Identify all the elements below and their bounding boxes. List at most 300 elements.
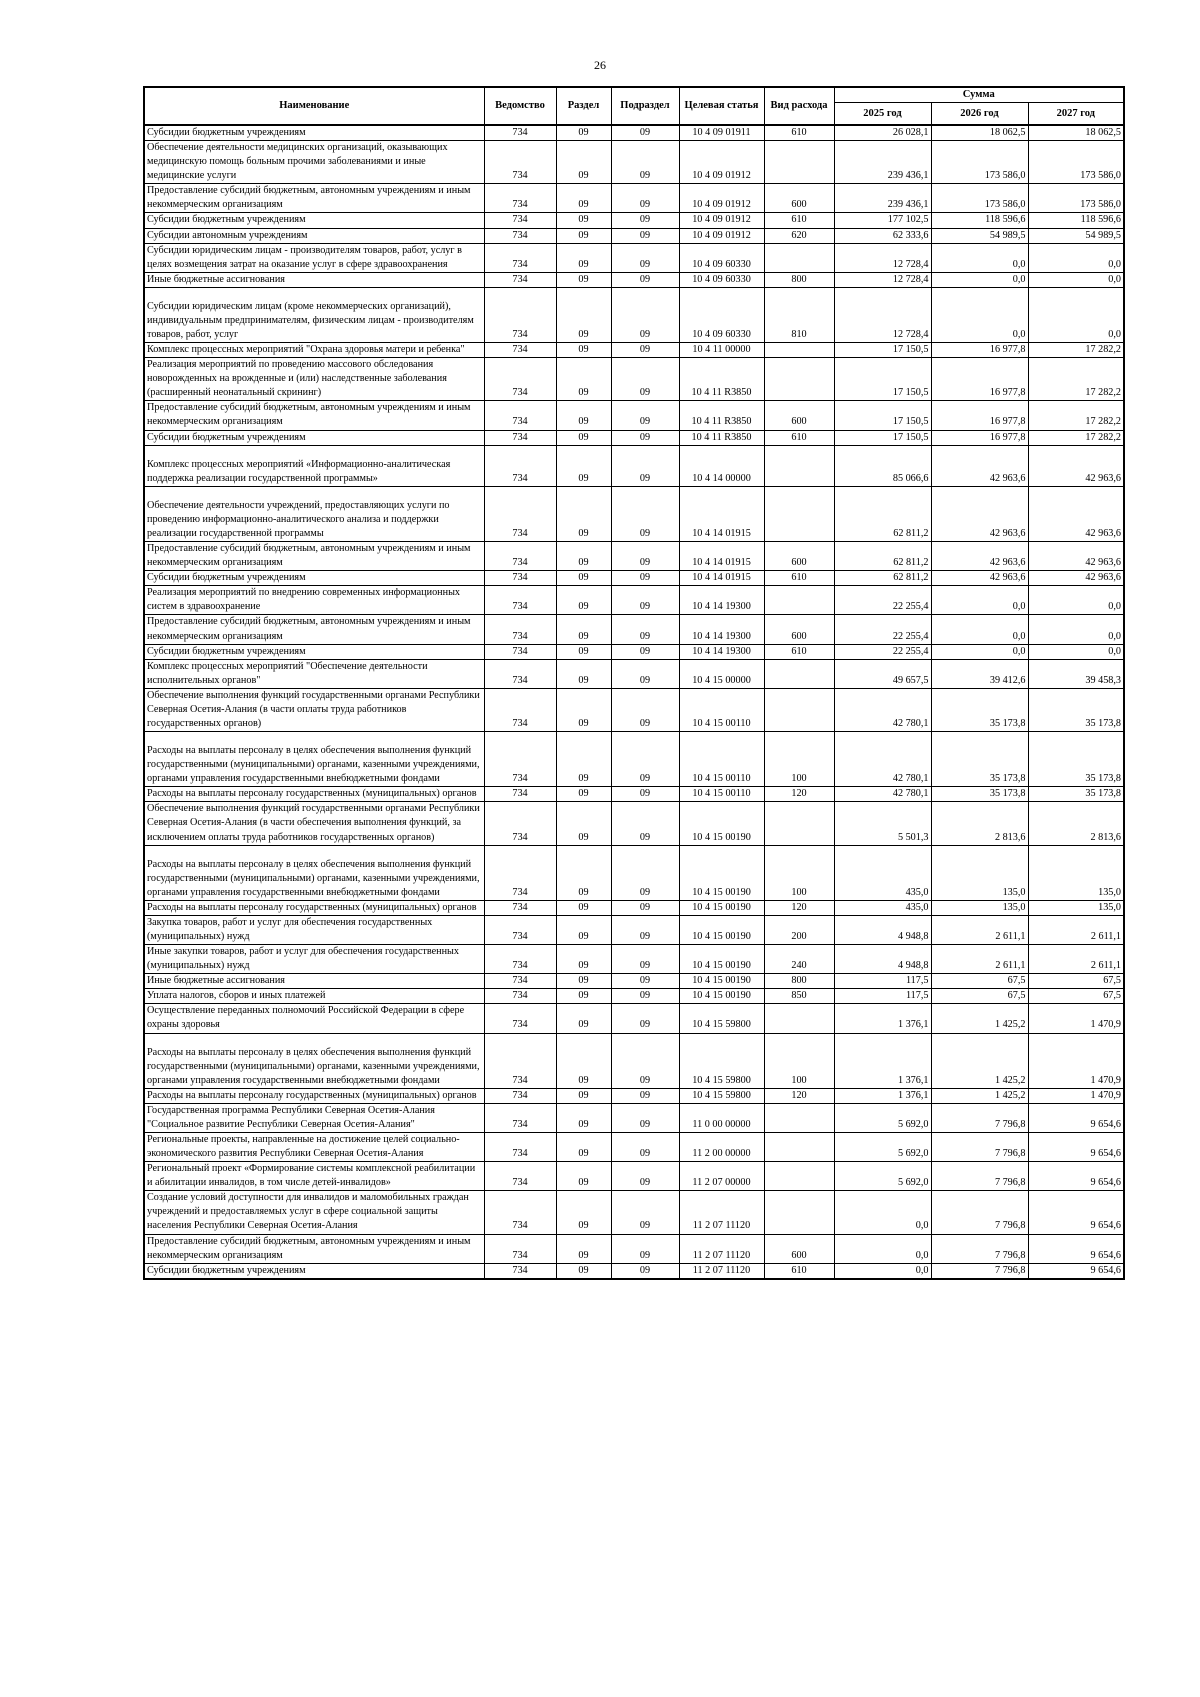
cell-name: Расходы на выплаты персоналу в целях обеспечения выполнения функций государственными (муниципальными) органами, казенными учреждениями, органами управления государственными внебюджетными фондами — [144, 1033, 484, 1088]
cell-sum-2025: 177 102,5 — [834, 213, 931, 228]
cell-sum-2025: 1 376,1 — [834, 1004, 931, 1033]
cell-article: 10 4 11 R3850 — [679, 430, 764, 445]
cell-sum-2025: 5 692,0 — [834, 1103, 931, 1132]
cell-dept: 734 — [484, 542, 556, 571]
cell-sum-2027: 0,0 — [1028, 272, 1124, 287]
cell-sum-2027: 0,0 — [1028, 586, 1124, 615]
cell-sum-2027: 17 282,2 — [1028, 358, 1124, 401]
table-row — [144, 586, 1124, 615]
cell-sum-2025: 5 692,0 — [834, 1162, 931, 1191]
cell-sum-2027: 39 458,3 — [1028, 659, 1124, 688]
cell-sum-2026: 0,0 — [931, 644, 1028, 659]
cell-sum-2025: 17 150,5 — [834, 401, 931, 430]
cell-dept: 734 — [484, 430, 556, 445]
table-row — [144, 184, 1124, 213]
cell-sum-2027: 17 282,2 — [1028, 401, 1124, 430]
cell-article: 10 4 09 60330 — [679, 243, 764, 272]
cell-sum-2026: 0,0 — [931, 615, 1028, 644]
cell-sum-2027: 0,0 — [1028, 644, 1124, 659]
cell-subsection: 09 — [611, 430, 679, 445]
cell-subsection: 09 — [611, 571, 679, 586]
cell-sum-2025: 1 376,1 — [834, 1088, 931, 1103]
cell-dept: 734 — [484, 845, 556, 900]
cell-section: 09 — [556, 1133, 611, 1162]
cell-sum-2027: 135,0 — [1028, 845, 1124, 900]
cell-subsection: 09 — [611, 1263, 679, 1279]
cell-article: 11 2 07 11120 — [679, 1263, 764, 1279]
cell-sum-2025: 42 780,1 — [834, 732, 931, 787]
cell-name: Обеспечение деятельности медицинских организаций, оказывающих медицинскую помощь больным прочими заболеваниями и иные медицинские услуги — [144, 141, 484, 184]
cell-sum-2027: 42 963,6 — [1028, 445, 1124, 486]
cell-dept: 734 — [484, 1263, 556, 1279]
cell-expense-type — [764, 1133, 834, 1162]
cell-dept: 734 — [484, 802, 556, 845]
cell-name: Обеспечение деятельности учреждений, предоставляющих услуги по проведению информационно-аналитического анализа и поддержки реализации государственной программы — [144, 486, 484, 541]
cell-expense-type: 600 — [764, 1234, 834, 1263]
cell-name: Осуществление переданных полномочий Российской Федерации в сфере охраны здоровья — [144, 1004, 484, 1033]
cell-section: 09 — [556, 1103, 611, 1132]
cell-article: 10 4 15 00190 — [679, 900, 764, 915]
cell-name: Реализация мероприятий по внедрению современных информационных систем в здравоохранение — [144, 586, 484, 615]
cell-expense-type: 610 — [764, 644, 834, 659]
cell-name: Закупка товаров, работ и услуг для обеспечения государственных (муниципальных) нужд — [144, 915, 484, 944]
cell-sum-2025: 12 728,4 — [834, 287, 931, 342]
cell-expense-type: 120 — [764, 787, 834, 802]
cell-dept: 734 — [484, 974, 556, 989]
cell-name: Комплекс процессных мероприятий "Охрана здоровья матери и ребенка" — [144, 343, 484, 358]
table-row — [144, 125, 1124, 141]
cell-sum-2026: 54 989,5 — [931, 228, 1028, 243]
cell-dept: 734 — [484, 571, 556, 586]
table-row — [144, 272, 1124, 287]
cell-sum-2027: 1 470,9 — [1028, 1088, 1124, 1103]
cell-sum-2025: 5 501,3 — [834, 802, 931, 845]
cell-name: Региональные проекты, направленные на достижение целей социально-экономического развития Республики Северная Осетия-Алания — [144, 1133, 484, 1162]
cell-sum-2027: 1 470,9 — [1028, 1033, 1124, 1088]
cell-article: 11 2 07 11120 — [679, 1191, 764, 1234]
cell-expense-type: 610 — [764, 571, 834, 586]
cell-name: Создание условий доступности для инвалидов и маломобильных граждан учреждений и предоставляемых услуг в сфере социальной защиты населения Республики Северная Осетия-Алания — [144, 1191, 484, 1234]
cell-sum-2025: 1 376,1 — [834, 1033, 931, 1088]
table-row — [144, 1191, 1124, 1234]
table-row — [144, 802, 1124, 845]
cell-article: 10 4 11 R3850 — [679, 401, 764, 430]
cell-sum-2027: 42 963,6 — [1028, 542, 1124, 571]
cell-dept: 734 — [484, 615, 556, 644]
table-row — [144, 486, 1124, 541]
cell-expense-type — [764, 688, 834, 731]
cell-sum-2027: 2 611,1 — [1028, 915, 1124, 944]
cell-section: 09 — [556, 1191, 611, 1234]
cell-sum-2027: 173 586,0 — [1028, 141, 1124, 184]
cell-sum-2025: 62 333,6 — [834, 228, 931, 243]
cell-name: Расходы на выплаты персоналу в целях обеспечения выполнения функций государственными (муниципальными) органами, казенными учреждениями, органами управления государственными внебюджетными фондами — [144, 845, 484, 900]
cell-dept: 734 — [484, 659, 556, 688]
cell-subsection: 09 — [611, 732, 679, 787]
cell-sum-2026: 1 425,2 — [931, 1004, 1028, 1033]
cell-dept: 734 — [484, 586, 556, 615]
cell-expense-type — [764, 1103, 834, 1132]
cell-sum-2027: 9 654,6 — [1028, 1191, 1124, 1234]
cell-name: Уплата налогов, сборов и иных платежей — [144, 989, 484, 1004]
table-row — [144, 688, 1124, 731]
cell-sum-2025: 117,5 — [834, 974, 931, 989]
cell-article: 10 4 15 00110 — [679, 732, 764, 787]
table-row — [144, 615, 1124, 644]
cell-sum-2026: 67,5 — [931, 974, 1028, 989]
cell-sum-2026: 16 977,8 — [931, 358, 1028, 401]
cell-sum-2027: 9 654,6 — [1028, 1162, 1124, 1191]
cell-name: Предоставление субсидий бюджетным, автономным учреждениям и иным некоммерческим организациям — [144, 401, 484, 430]
cell-dept: 734 — [484, 358, 556, 401]
table-row — [144, 430, 1124, 445]
cell-sum-2025: 239 436,1 — [834, 184, 931, 213]
cell-expense-type: 610 — [764, 213, 834, 228]
table-row — [144, 1234, 1124, 1263]
cell-dept: 734 — [484, 228, 556, 243]
cell-sum-2025: 0,0 — [834, 1234, 931, 1263]
cell-article: 10 4 15 00190 — [679, 845, 764, 900]
table-row — [144, 974, 1124, 989]
cell-section: 09 — [556, 945, 611, 974]
cell-sum-2026: 173 586,0 — [931, 141, 1028, 184]
budget-table — [143, 86, 1125, 1280]
cell-subsection: 09 — [611, 272, 679, 287]
cell-section: 09 — [556, 358, 611, 401]
cell-subsection: 09 — [611, 688, 679, 731]
cell-article: 10 4 09 01912 — [679, 141, 764, 184]
cell-sum-2026: 16 977,8 — [931, 430, 1028, 445]
table-row — [144, 659, 1124, 688]
cell-dept: 734 — [484, 1088, 556, 1103]
cell-section: 09 — [556, 644, 611, 659]
cell-dept: 734 — [484, 945, 556, 974]
cell-section: 09 — [556, 732, 611, 787]
cell-dept: 734 — [484, 644, 556, 659]
cell-section: 09 — [556, 141, 611, 184]
cell-sum-2027: 173 586,0 — [1028, 184, 1124, 213]
cell-name: Обеспечение выполнения функций государственными органами Республики Северная Осетия-Алания (в части обеспечения выполнения функций, за исключением оплаты труда работников государственных органов) — [144, 802, 484, 845]
header-sum: Сумма — [834, 87, 1124, 103]
cell-dept: 734 — [484, 915, 556, 944]
table-row — [144, 915, 1124, 944]
header-2025: 2025 год — [834, 103, 931, 126]
cell-name: Субсидии бюджетным учреждениям — [144, 571, 484, 586]
cell-section: 09 — [556, 659, 611, 688]
cell-article: 10 4 09 60330 — [679, 287, 764, 342]
cell-sum-2025: 0,0 — [834, 1263, 931, 1279]
cell-section: 09 — [556, 542, 611, 571]
cell-dept: 734 — [484, 787, 556, 802]
cell-sum-2025: 49 657,5 — [834, 659, 931, 688]
cell-section: 09 — [556, 228, 611, 243]
cell-article: 10 4 15 00190 — [679, 945, 764, 974]
cell-subsection: 09 — [611, 1103, 679, 1132]
cell-section: 09 — [556, 1263, 611, 1279]
table-row — [144, 141, 1124, 184]
cell-subsection: 09 — [611, 915, 679, 944]
cell-expense-type: 850 — [764, 989, 834, 1004]
cell-sum-2027: 42 963,6 — [1028, 486, 1124, 541]
cell-expense-type — [764, 243, 834, 272]
cell-section: 09 — [556, 287, 611, 342]
cell-sum-2026: 173 586,0 — [931, 184, 1028, 213]
header-section: Раздел — [556, 87, 611, 125]
cell-dept: 734 — [484, 900, 556, 915]
cell-sum-2025: 22 255,4 — [834, 644, 931, 659]
cell-sum-2027: 1 470,9 — [1028, 1004, 1124, 1033]
cell-section: 09 — [556, 1162, 611, 1191]
cell-article: 10 4 15 59800 — [679, 1004, 764, 1033]
cell-section: 09 — [556, 125, 611, 141]
cell-article: 10 4 14 19300 — [679, 586, 764, 615]
cell-section: 09 — [556, 974, 611, 989]
cell-section: 09 — [556, 343, 611, 358]
cell-subsection: 09 — [611, 586, 679, 615]
cell-section: 09 — [556, 586, 611, 615]
cell-dept: 734 — [484, 1191, 556, 1234]
cell-sum-2025: 62 811,2 — [834, 542, 931, 571]
cell-name: Комплекс процессных мероприятий "Обеспечение деятельности исполнительных органов" — [144, 659, 484, 688]
cell-sum-2026: 7 796,8 — [931, 1103, 1028, 1132]
cell-expense-type — [764, 659, 834, 688]
cell-subsection: 09 — [611, 845, 679, 900]
table-row — [144, 732, 1124, 787]
cell-sum-2026: 1 425,2 — [931, 1033, 1028, 1088]
cell-article: 10 4 15 00190 — [679, 989, 764, 1004]
cell-expense-type: 610 — [764, 125, 834, 141]
table-row — [144, 343, 1124, 358]
cell-expense-type: 240 — [764, 945, 834, 974]
cell-sum-2027: 0,0 — [1028, 243, 1124, 272]
cell-expense-type — [764, 586, 834, 615]
cell-expense-type — [764, 445, 834, 486]
cell-subsection: 09 — [611, 243, 679, 272]
cell-name: Предоставление субсидий бюджетным, автономным учреждениям и иным некоммерческим организациям — [144, 1234, 484, 1263]
cell-sum-2026: 0,0 — [931, 287, 1028, 342]
cell-section: 09 — [556, 1004, 611, 1033]
cell-sum-2027: 9 654,6 — [1028, 1103, 1124, 1132]
cell-sum-2025: 239 436,1 — [834, 141, 931, 184]
cell-expense-type — [764, 486, 834, 541]
table-row — [144, 845, 1124, 900]
cell-sum-2027: 67,5 — [1028, 989, 1124, 1004]
cell-sum-2026: 0,0 — [931, 243, 1028, 272]
table-row — [144, 542, 1124, 571]
cell-sum-2027: 42 963,6 — [1028, 571, 1124, 586]
cell-sum-2027: 9 654,6 — [1028, 1234, 1124, 1263]
cell-name: Субсидии бюджетным учреждениям — [144, 1263, 484, 1279]
cell-article: 10 4 14 00000 — [679, 445, 764, 486]
cell-subsection: 09 — [611, 184, 679, 213]
cell-expense-type — [764, 358, 834, 401]
cell-dept: 734 — [484, 141, 556, 184]
cell-name: Государственная программа Республики Северная Осетия-Алания "Социальное развитие Республики Северная Осетия-Алания" — [144, 1103, 484, 1132]
cell-sum-2027: 0,0 — [1028, 615, 1124, 644]
cell-name: Субсидии бюджетным учреждениям — [144, 125, 484, 141]
cell-subsection: 09 — [611, 644, 679, 659]
cell-subsection: 09 — [611, 989, 679, 1004]
cell-sum-2026: 7 796,8 — [931, 1133, 1028, 1162]
table-row — [144, 401, 1124, 430]
header-expense-type: Вид расхода — [764, 87, 834, 125]
cell-article: 10 4 14 19300 — [679, 615, 764, 644]
cell-subsection: 09 — [611, 787, 679, 802]
cell-name: Субсидии бюджетным учреждениям — [144, 213, 484, 228]
cell-sum-2026: 7 796,8 — [931, 1191, 1028, 1234]
cell-subsection: 09 — [611, 900, 679, 915]
cell-expense-type: 100 — [764, 845, 834, 900]
cell-article: 10 4 09 01911 — [679, 125, 764, 141]
cell-section: 09 — [556, 688, 611, 731]
cell-dept: 734 — [484, 989, 556, 1004]
cell-name: Реализация мероприятий по проведению массового обследования новорожденных на врожденные и (или) наследственные заболевания (расширенный неонатальный скрининг) — [144, 358, 484, 401]
cell-sum-2026: 0,0 — [931, 586, 1028, 615]
header-name: Наименование — [144, 87, 484, 125]
cell-sum-2027: 135,0 — [1028, 900, 1124, 915]
cell-sum-2026: 42 963,6 — [931, 486, 1028, 541]
cell-subsection: 09 — [611, 802, 679, 845]
cell-sum-2026: 16 977,8 — [931, 401, 1028, 430]
cell-subsection: 09 — [611, 1133, 679, 1162]
cell-expense-type — [764, 1191, 834, 1234]
cell-sum-2027: 54 989,5 — [1028, 228, 1124, 243]
cell-expense-type: 100 — [764, 732, 834, 787]
table-row — [144, 1162, 1124, 1191]
cell-dept: 734 — [484, 287, 556, 342]
cell-expense-type — [764, 343, 834, 358]
cell-article: 10 4 15 00110 — [679, 787, 764, 802]
cell-article: 10 4 15 00190 — [679, 915, 764, 944]
cell-name: Расходы на выплаты персоналу государственных (муниципальных) органов — [144, 1088, 484, 1103]
table-row — [144, 228, 1124, 243]
cell-section: 09 — [556, 615, 611, 644]
cell-sum-2026: 135,0 — [931, 845, 1028, 900]
cell-sum-2027: 17 282,2 — [1028, 430, 1124, 445]
cell-sum-2025: 435,0 — [834, 845, 931, 900]
cell-subsection: 09 — [611, 1088, 679, 1103]
cell-expense-type: 600 — [764, 401, 834, 430]
header-2026: 2026 год — [931, 103, 1028, 126]
cell-article: 10 4 09 60330 — [679, 272, 764, 287]
header-dept: Ведомство — [484, 87, 556, 125]
cell-subsection: 09 — [611, 358, 679, 401]
cell-dept: 734 — [484, 445, 556, 486]
cell-sum-2026: 35 173,8 — [931, 688, 1028, 731]
cell-name: Расходы на выплаты персоналу в целях обеспечения выполнения функций государственными (муниципальными) органами, казенными учреждениями, органами управления государственными внебюджетными фондами — [144, 732, 484, 787]
cell-section: 09 — [556, 915, 611, 944]
table-row — [144, 243, 1124, 272]
cell-dept: 734 — [484, 1004, 556, 1033]
cell-expense-type — [764, 802, 834, 845]
cell-article: 11 2 07 11120 — [679, 1234, 764, 1263]
cell-sum-2025: 22 255,4 — [834, 615, 931, 644]
cell-section: 09 — [556, 802, 611, 845]
cell-sum-2026: 35 173,8 — [931, 732, 1028, 787]
cell-sum-2026: 1 425,2 — [931, 1088, 1028, 1103]
cell-sum-2026: 7 796,8 — [931, 1234, 1028, 1263]
cell-name: Субсидии бюджетным учреждениям — [144, 430, 484, 445]
table-row — [144, 989, 1124, 1004]
cell-article: 11 2 00 00000 — [679, 1133, 764, 1162]
cell-dept: 734 — [484, 1033, 556, 1088]
cell-article: 10 4 15 00190 — [679, 974, 764, 989]
cell-expense-type: 100 — [764, 1033, 834, 1088]
cell-sum-2026: 7 796,8 — [931, 1263, 1028, 1279]
cell-article: 10 4 09 01912 — [679, 184, 764, 213]
table-row — [144, 900, 1124, 915]
cell-sum-2027: 35 173,8 — [1028, 787, 1124, 802]
cell-sum-2026: 67,5 — [931, 989, 1028, 1004]
page-number: 26 — [594, 58, 606, 72]
table-row — [144, 1004, 1124, 1033]
cell-name: Расходы на выплаты персоналу государственных (муниципальных) органов — [144, 787, 484, 802]
cell-sum-2025: 117,5 — [834, 989, 931, 1004]
cell-sum-2025: 26 028,1 — [834, 125, 931, 141]
cell-sum-2025: 42 780,1 — [834, 787, 931, 802]
cell-sum-2026: 135,0 — [931, 900, 1028, 915]
table-row — [144, 644, 1124, 659]
cell-sum-2025: 17 150,5 — [834, 430, 931, 445]
cell-expense-type: 200 — [764, 915, 834, 944]
cell-name: Иные закупки товаров, работ и услуг для обеспечения государственных (муниципальных) нужд — [144, 945, 484, 974]
cell-sum-2027: 2 813,6 — [1028, 802, 1124, 845]
cell-dept: 734 — [484, 184, 556, 213]
cell-subsection: 09 — [611, 486, 679, 541]
cell-dept: 734 — [484, 243, 556, 272]
cell-sum-2025: 62 811,2 — [834, 486, 931, 541]
cell-name: Предоставление субсидий бюджетным, автономным учреждениям и иным некоммерческим организациям — [144, 184, 484, 213]
cell-dept: 734 — [484, 1162, 556, 1191]
cell-expense-type — [764, 1162, 834, 1191]
cell-dept: 734 — [484, 401, 556, 430]
cell-dept: 734 — [484, 1234, 556, 1263]
cell-article: 10 4 11 00000 — [679, 343, 764, 358]
cell-sum-2025: 4 948,8 — [834, 915, 931, 944]
cell-dept: 734 — [484, 1133, 556, 1162]
cell-expense-type: 120 — [764, 1088, 834, 1103]
cell-dept: 734 — [484, 1103, 556, 1132]
cell-name: Расходы на выплаты персоналу государственных (муниципальных) органов — [144, 900, 484, 915]
cell-subsection: 09 — [611, 659, 679, 688]
cell-article: 11 2 07 00000 — [679, 1162, 764, 1191]
cell-sum-2025: 22 255,4 — [834, 586, 931, 615]
cell-dept: 734 — [484, 343, 556, 358]
table-row — [144, 945, 1124, 974]
cell-article: 11 0 00 00000 — [679, 1103, 764, 1132]
cell-section: 09 — [556, 1033, 611, 1088]
table-row — [144, 1088, 1124, 1103]
header-article: Целевая статья — [679, 87, 764, 125]
cell-sum-2027: 118 596,6 — [1028, 213, 1124, 228]
cell-expense-type: 810 — [764, 287, 834, 342]
cell-sum-2026: 42 963,6 — [931, 445, 1028, 486]
cell-sum-2026: 39 412,6 — [931, 659, 1028, 688]
cell-subsection: 09 — [611, 445, 679, 486]
cell-sum-2027: 67,5 — [1028, 974, 1124, 989]
cell-name: Субсидии бюджетным учреждениям — [144, 644, 484, 659]
cell-expense-type: 600 — [764, 615, 834, 644]
cell-article: 10 4 14 19300 — [679, 644, 764, 659]
cell-sum-2026: 2 813,6 — [931, 802, 1028, 845]
cell-section: 09 — [556, 213, 611, 228]
cell-expense-type: 800 — [764, 272, 834, 287]
cell-section: 09 — [556, 845, 611, 900]
cell-expense-type — [764, 141, 834, 184]
cell-sum-2026: 18 062,5 — [931, 125, 1028, 141]
cell-name: Субсидии юридическим лицам - производителям товаров, работ, услуг в целях возмещения затрат на оказание услуг в сфере здравоохранения — [144, 243, 484, 272]
cell-expense-type: 800 — [764, 974, 834, 989]
